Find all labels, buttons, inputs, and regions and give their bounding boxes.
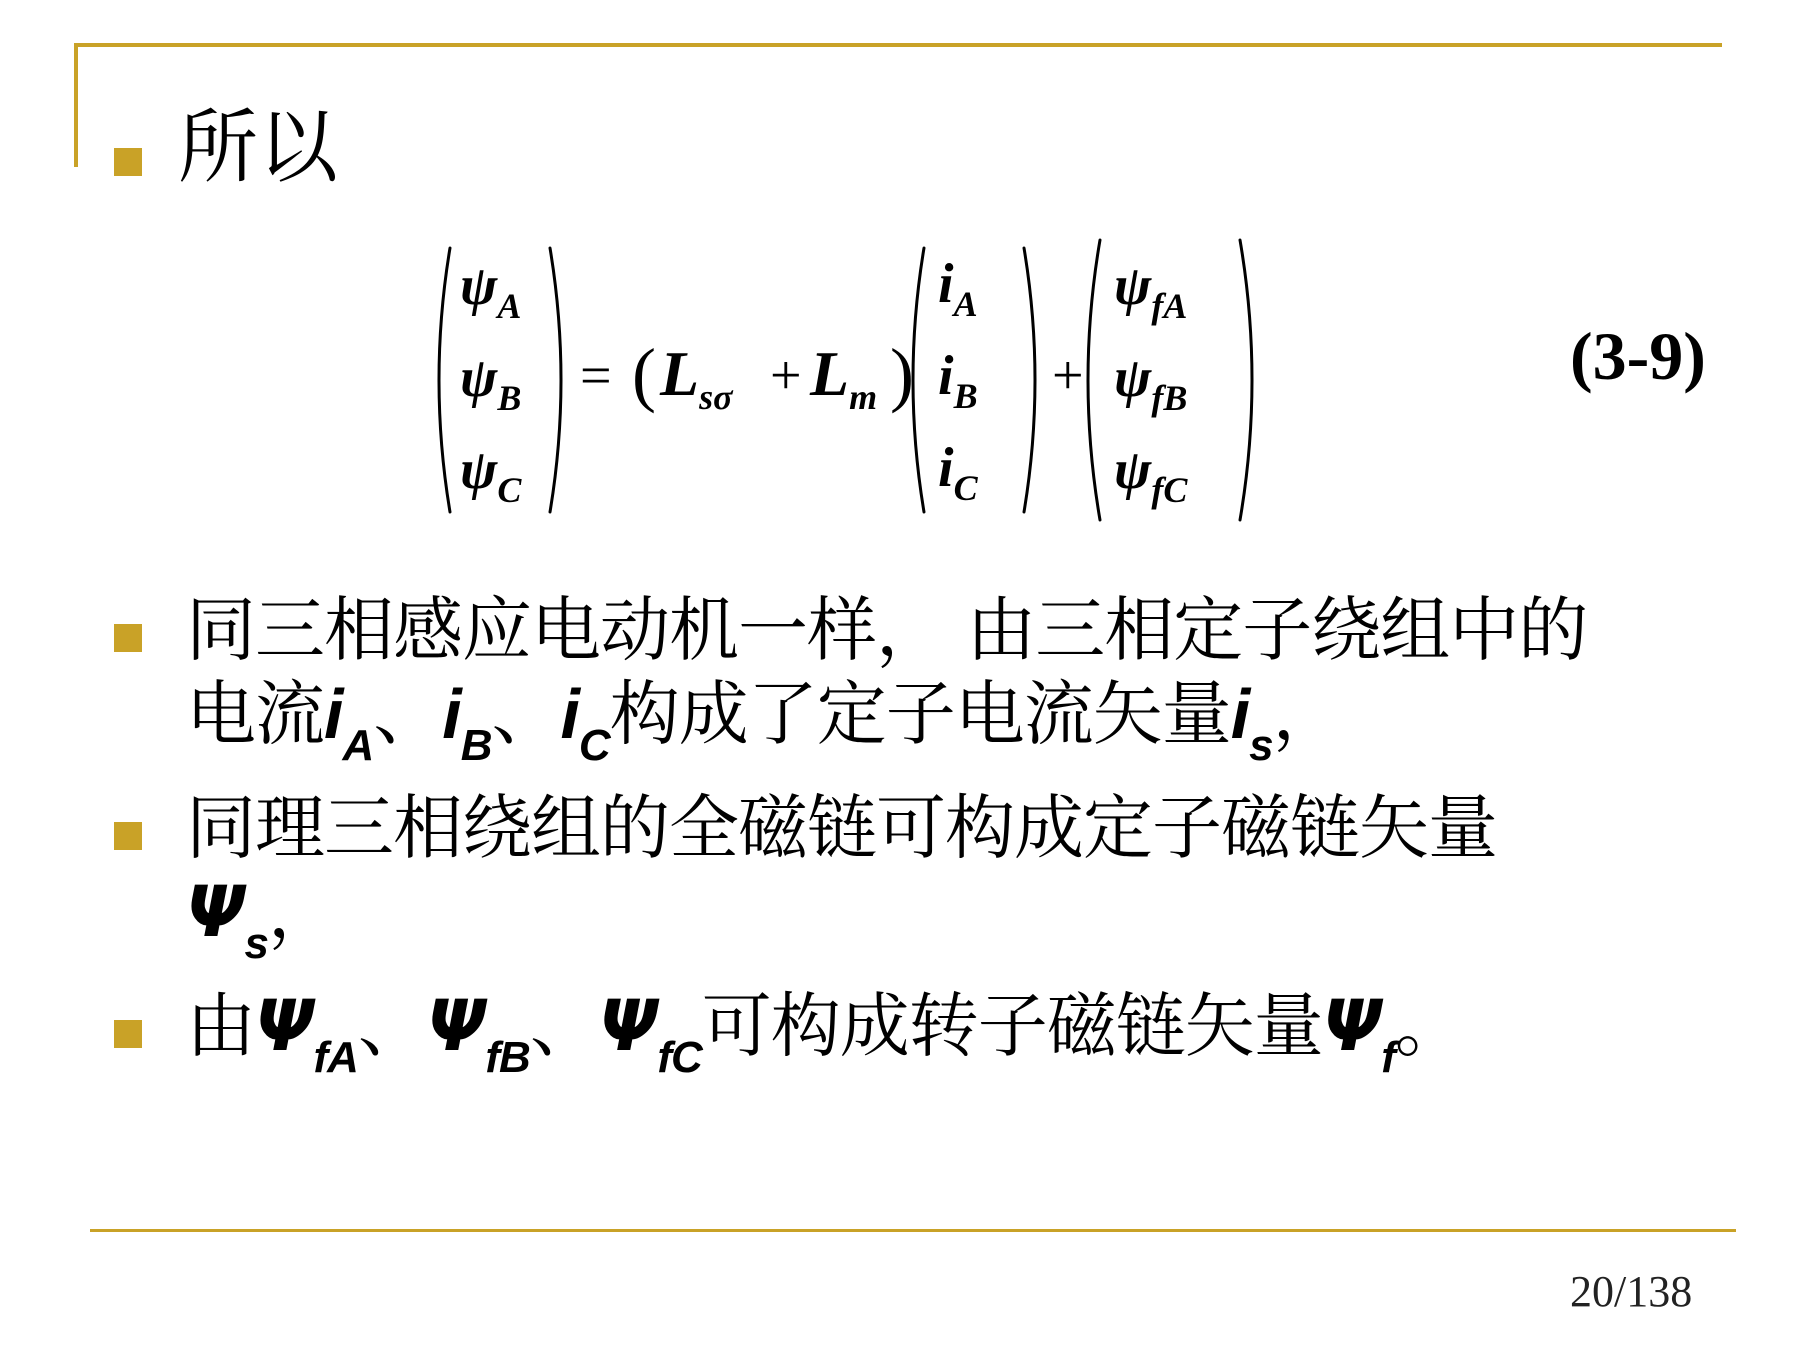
bullet-marker [114,624,142,652]
page-number: 20/138 [1570,1267,1693,1316]
bullet-2-line-1: 同理三相绕组的全磁链可构成定子磁链矢量 [186,787,1497,869]
right-paren: ) [890,334,914,414]
current-c: $i_C$ [938,437,978,508]
slide-heading: 所以 [178,101,338,194]
equation-3-9 [420,230,1780,550]
psi-c: $\psi_C$ [460,439,522,510]
bullet-1-line-2: 电流$i_A$、$i_B$、$i_C$构成了定子电流矢量$i_s$， [186,673,1342,770]
flux-fb: $\psi_{fB}$ [1114,347,1188,418]
left-rule [74,43,78,167]
left-paren: ( [632,334,656,414]
bottom-rule [90,1229,1736,1232]
mutual-inductance: $L_m$ [810,338,878,417]
current-a: $i_A$ [938,253,978,324]
equals-sign: = [580,345,612,407]
bullet-3-line-1: 由$\Psi_{fA}$、$\Psi_{fB}$、$\Psi_{fC}$可构成转子磁链矢量$\Psi_f$。 [186,985,1464,1082]
top-rule [74,43,1722,47]
psi-b: $\psi_B$ [460,347,522,418]
leakage-inductance: $L_{s\sigma}$ [660,338,733,417]
current-b: $i_B$ [938,345,978,416]
plus-sign-1: + [770,345,802,407]
psi-a: $\psi_A$ [460,255,522,326]
bullet-1-line-1: 同三相感应电动机一样， 由三相定子绕组中的 [186,589,1588,671]
bullet-marker [114,822,142,850]
bullet-marker [114,1020,142,1048]
equation-number: (3-9) [1570,318,1706,394]
plus-sign-2: + [1052,345,1084,407]
flux-fa: $\psi_{fA}$ [1114,255,1188,326]
flux-fc: $\psi_{fC}$ [1114,439,1188,510]
bullet-marker [114,148,142,176]
bullet-3-text [186,984,1464,1082]
bullet-1-text [186,588,1588,770]
bullet-2-text [186,786,1497,968]
bullet-2-line-2: $\Psi_s$， [186,871,337,968]
